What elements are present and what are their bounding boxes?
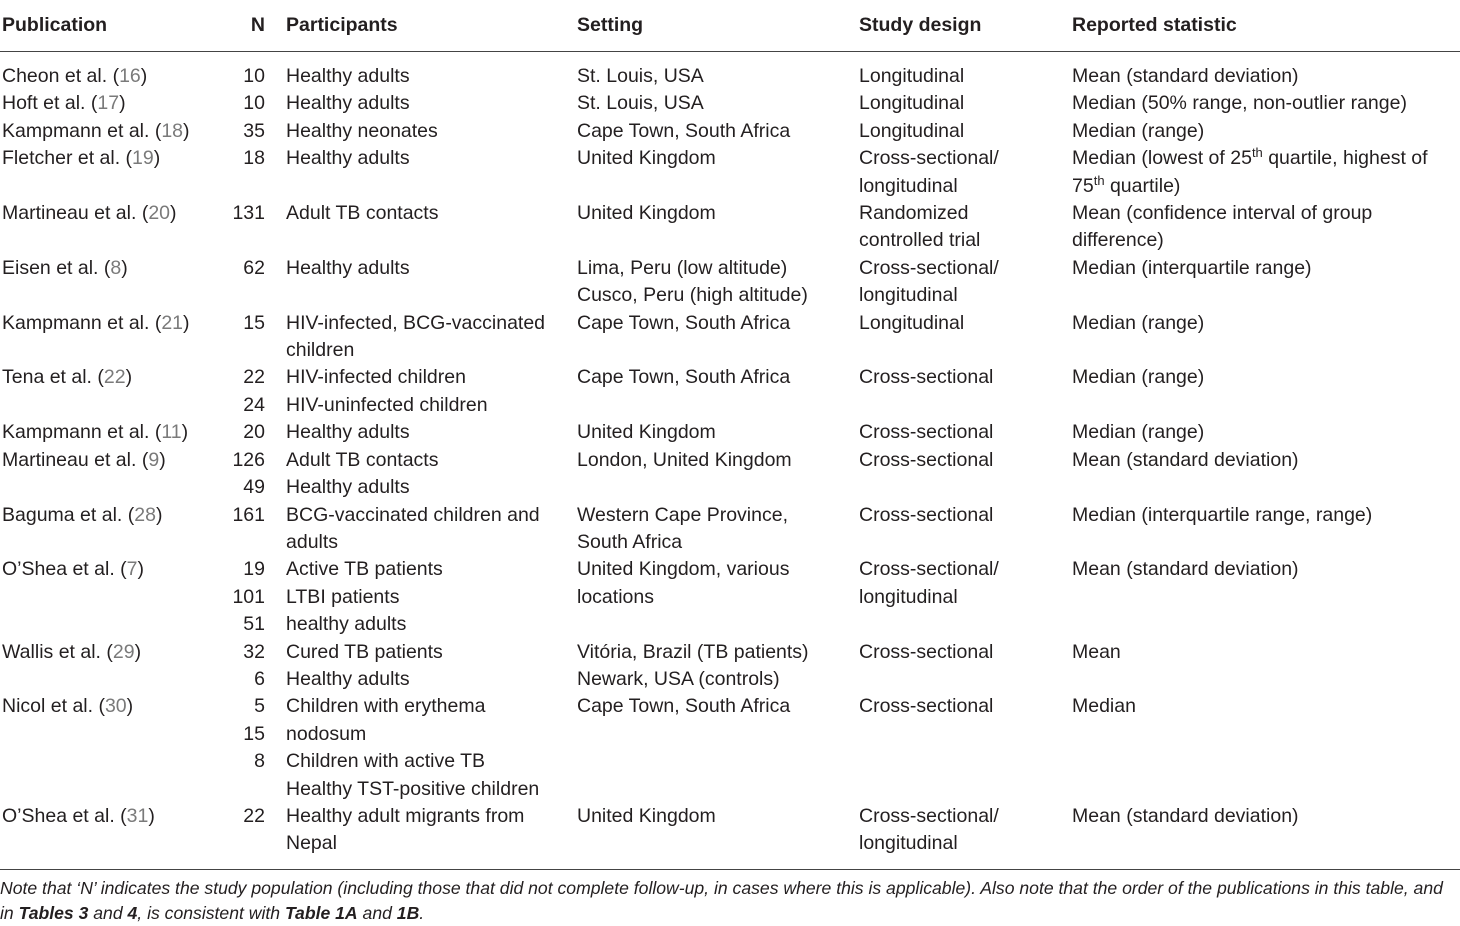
reference-number: 31 <box>126 804 149 827</box>
cell-participants <box>274 639 565 694</box>
participants-line: Adult TB contacts <box>286 202 439 225</box>
participants-line: Healthy adults <box>286 421 410 444</box>
study-design-line: longitudinal <box>859 832 958 855</box>
publication-close: ) <box>125 366 133 389</box>
study-design-line: longitudinal <box>859 174 958 197</box>
cell-publication <box>0 639 230 694</box>
reference-number: 28 <box>134 503 156 526</box>
cell-reported-statistic <box>1060 118 1460 145</box>
reference-number: 8 <box>110 256 122 279</box>
cell-study-design <box>847 310 1060 365</box>
study-design-line: longitudinal <box>859 585 958 608</box>
publication-citation <box>2 145 230 172</box>
cell-reported-statistic <box>1060 90 1460 117</box>
publication-author: Wallis et al. ( <box>2 640 113 663</box>
publication-citation <box>2 556 230 583</box>
cell-setting <box>565 200 847 255</box>
table-row <box>0 90 1460 117</box>
participants-line: Healthy adults <box>286 476 410 499</box>
cell-n <box>230 118 274 145</box>
setting-line: Lima, Peru (low altitude) <box>577 256 788 279</box>
cell-reported-statistic <box>1060 639 1460 694</box>
cell-study-design <box>847 419 1060 446</box>
participants-line: Adult TB contacts <box>286 448 439 471</box>
participants-line: HIV-uninfected children <box>286 393 488 416</box>
cell-participants <box>274 145 565 200</box>
study-population-count: 18 <box>243 147 265 170</box>
statistic-text: quartile, highest of <box>1262 147 1428 170</box>
statistic-text: quartile) <box>1104 174 1181 197</box>
reported-statistic-line: Median (interquartile range, range) <box>1072 503 1373 526</box>
cell-participants <box>274 52 565 91</box>
study-population-count: 126 <box>232 448 265 471</box>
study-population-count: 62 <box>243 256 265 279</box>
cell-participants <box>274 255 565 310</box>
cell-setting <box>565 90 847 117</box>
participants-line: nodosum <box>286 722 367 745</box>
study-design-line: Cross-sectional/ <box>859 558 999 581</box>
reference-number: 16 <box>119 65 141 87</box>
study-design-line: Cross-sectional <box>859 695 994 718</box>
cell-setting <box>565 502 847 557</box>
study-design-line: Cross-sectional/ <box>859 804 999 827</box>
cell-n <box>230 90 274 117</box>
publication-close: ) <box>181 421 189 444</box>
reference-number: 22 <box>103 366 126 389</box>
publication-close: ) <box>159 448 166 471</box>
study-population-count: 19 <box>243 558 265 581</box>
cell-reported-statistic <box>1060 364 1460 419</box>
setting-line: United Kingdom <box>577 202 716 225</box>
statistic-superscript: th <box>1093 172 1105 188</box>
cell-reported-statistic <box>1060 200 1460 255</box>
table-row <box>0 502 1460 557</box>
cell-setting <box>565 447 847 502</box>
publication-close: ) <box>126 695 134 718</box>
publication-citation <box>2 447 230 474</box>
study-design-line: Cross-sectional/ <box>859 147 999 170</box>
publication-author: Fletcher et al. ( <box>2 147 133 170</box>
publication-citation <box>2 255 230 282</box>
cell-participants <box>274 90 565 117</box>
publication-author: Eisen et al. ( <box>2 256 111 279</box>
participants-line: Healthy adults <box>286 92 410 115</box>
cell-reported-statistic <box>1060 803 1460 867</box>
study-population-count: 10 <box>243 92 265 115</box>
reported-statistic-line: Median (interquartile range) <box>1072 256 1312 279</box>
study-population-count: 49 <box>243 476 265 499</box>
setting-line: St. Louis, USA <box>577 65 704 87</box>
cell-study-design <box>847 639 1060 694</box>
study-design-line: Longitudinal <box>859 311 965 334</box>
participants-line: HIV-infected, BCG-vaccinated <box>286 311 546 334</box>
study-population-count: 161 <box>232 503 265 526</box>
participants-line: adults <box>286 530 339 553</box>
participants-line: Healthy adults <box>286 667 410 690</box>
publication-citation <box>2 118 230 145</box>
cell-publication <box>0 502 230 557</box>
cell-n <box>230 502 274 557</box>
cell-participants <box>274 364 565 419</box>
reported-statistic-line: Mean (standard deviation) <box>1072 65 1299 87</box>
participants-line: Healthy adult migrants from <box>286 804 525 827</box>
table-row <box>0 118 1460 145</box>
cell-n <box>230 255 274 310</box>
study-population-count: 32 <box>243 640 265 663</box>
publication-author: Kampmann et al. ( <box>2 421 162 444</box>
footer-rule <box>0 869 1460 870</box>
reported-statistic-line: Mean (standard deviation) <box>1072 804 1299 827</box>
cell-reported-statistic <box>1060 447 1460 502</box>
cell-study-design <box>847 556 1060 638</box>
cell-publication <box>0 447 230 502</box>
study-population-count: 24 <box>243 393 265 416</box>
reported-statistic-line: Median (range) <box>1072 366 1205 389</box>
cell-publication <box>0 310 230 365</box>
footnote-text: Note that ‘N’ indicates the study population (including those that did not complete follow-up, in cases where this is applicable). Also note that the order of the publications in this table, and <box>0 878 1443 898</box>
publication-close: ) <box>155 503 163 526</box>
study-population-count: 22 <box>243 366 265 389</box>
cell-n <box>230 145 274 200</box>
header-reported-statistic: Reported statistic <box>1060 0 1460 52</box>
table-header-row <box>0 0 1460 52</box>
cell-n <box>230 310 274 365</box>
publication-citation <box>2 200 230 227</box>
reference-number: 30 <box>104 695 127 718</box>
cell-publication <box>0 255 230 310</box>
setting-line: London, United Kingdom <box>577 448 792 471</box>
cell-n <box>230 556 274 638</box>
cell-reported-statistic <box>1060 52 1460 91</box>
table-reference: 1B <box>396 903 420 923</box>
publication-author: Hoft et al. ( <box>2 92 98 115</box>
cell-study-design <box>847 90 1060 117</box>
table-row <box>0 145 1460 200</box>
header-setting: Setting <box>565 0 847 52</box>
participants-line: BCG-vaccinated children and <box>286 503 540 526</box>
cell-reported-statistic <box>1060 419 1460 446</box>
publication-citation <box>2 364 230 391</box>
cell-publication <box>0 90 230 117</box>
statistic-superscript: th <box>1251 145 1263 161</box>
table-reference: 4 <box>127 903 138 923</box>
study-population-count: 10 <box>243 65 265 87</box>
setting-line: Cape Town, South Africa <box>577 366 791 389</box>
study-design-line: controlled trial <box>859 229 981 252</box>
setting-line: St. Louis, USA <box>577 92 704 115</box>
reference-number: 11 <box>161 421 182 444</box>
study-population-count: 131 <box>232 202 265 225</box>
cell-setting <box>565 52 847 91</box>
publication-close: ) <box>140 65 148 87</box>
cell-study-design <box>847 118 1060 145</box>
reported-statistic-line: Median (range) <box>1072 311 1205 334</box>
cell-publication <box>0 693 230 803</box>
cell-setting <box>565 803 847 867</box>
cell-reported-statistic <box>1060 255 1460 310</box>
cell-study-design <box>847 693 1060 803</box>
cell-study-design <box>847 502 1060 557</box>
study-population-count: 101 <box>232 585 265 608</box>
study-design-line: Cross-sectional <box>859 503 994 526</box>
setting-line: United Kingdom <box>577 421 716 444</box>
cell-participants <box>274 502 565 557</box>
reference-number: 20 <box>148 202 171 225</box>
table-row <box>0 639 1460 694</box>
table-footnote <box>0 876 1460 926</box>
cell-n <box>230 693 274 803</box>
publication-author: O’Shea et al. ( <box>2 558 127 581</box>
reference-number: 17 <box>97 92 120 115</box>
header-participants: Participants <box>274 0 565 52</box>
publication-close: ) <box>119 92 126 115</box>
cell-reported-statistic <box>1060 502 1460 557</box>
study-population-count: 8 <box>254 750 265 773</box>
cell-participants <box>274 693 565 803</box>
reference-number: 21 <box>161 311 184 334</box>
table-row <box>0 556 1460 638</box>
reported-statistic-line: difference) <box>1072 229 1164 252</box>
table-row <box>0 364 1460 419</box>
reported-statistic-line: Median <box>1072 695 1136 718</box>
participants-line: Nepal <box>286 832 337 855</box>
setting-line: Vitória, Brazil (TB patients) <box>577 640 809 663</box>
study-design-line: Longitudinal <box>859 119 965 142</box>
statistic-text: 75 <box>1072 174 1094 197</box>
publication-author: Nicol et al. ( <box>2 695 105 718</box>
table-reference: Table 1A <box>284 903 358 923</box>
publication-author: Martineau et al. ( <box>2 448 149 471</box>
study-design-line: Cross-sectional <box>859 640 994 663</box>
cell-participants <box>274 200 565 255</box>
table-row <box>0 447 1460 502</box>
cell-publication <box>0 803 230 867</box>
study-design-line: Cross-sectional <box>859 366 994 389</box>
participants-line: children <box>286 339 355 362</box>
study-population-count: 20 <box>243 421 265 444</box>
cell-reported-statistic <box>1060 556 1460 638</box>
publication-close: ) <box>148 804 155 827</box>
reported-statistic-line: Median (range) <box>1072 421 1205 444</box>
publication-close: ) <box>183 119 190 142</box>
table-body <box>0 52 1460 867</box>
cell-setting <box>565 693 847 803</box>
study-population-count: 15 <box>243 722 265 745</box>
study-population-count: 51 <box>243 613 265 636</box>
publication-author: Kampmann et al. ( <box>2 119 162 142</box>
study-design-line: Longitudinal <box>859 65 965 87</box>
publication-close: ) <box>170 202 177 225</box>
cell-participants <box>274 419 565 446</box>
reported-statistic-line <box>1072 173 1460 200</box>
table-row <box>0 419 1460 446</box>
participants-line: Healthy adults <box>286 65 410 87</box>
publication-author: Martineau et al. ( <box>2 202 149 225</box>
publication-close: ) <box>153 147 161 170</box>
reference-number: 9 <box>148 448 160 471</box>
participants-line: Healthy adults <box>286 256 410 279</box>
study-design-line: Cross-sectional <box>859 421 994 444</box>
cell-publication <box>0 364 230 419</box>
cell-reported-statistic <box>1060 693 1460 803</box>
participants-line: Active TB patients <box>286 558 443 581</box>
study-population-count: 22 <box>243 804 265 827</box>
participants-line: Healthy adults <box>286 147 410 170</box>
participants-line: Healthy TST-positive children <box>286 777 540 800</box>
publication-close: ) <box>134 640 142 663</box>
publication-citation <box>2 90 230 117</box>
reference-number: 18 <box>161 119 184 142</box>
statistic-text: Median (lowest of 25 <box>1072 147 1252 170</box>
publication-author: Baguma et al. ( <box>2 503 135 526</box>
footnote-text: and <box>88 903 128 923</box>
study-design-line: Longitudinal <box>859 92 965 115</box>
study-population-count: 5 <box>254 695 265 718</box>
cell-setting <box>565 118 847 145</box>
study-population-count: 35 <box>243 119 265 142</box>
setting-line: Newark, USA (controls) <box>577 667 780 690</box>
footnote-text: , is consistent with <box>137 903 285 923</box>
cell-participants <box>274 447 565 502</box>
reference-number: 7 <box>126 558 138 581</box>
table-row <box>0 803 1460 867</box>
publication-close: ) <box>137 558 145 581</box>
table-row <box>0 200 1460 255</box>
cell-participants <box>274 556 565 638</box>
table-row <box>0 310 1460 365</box>
table-row <box>0 693 1460 803</box>
cell-n <box>230 803 274 867</box>
cell-study-design <box>847 447 1060 502</box>
table-reference: Tables 3 <box>18 903 89 923</box>
reported-statistic-line: Mean (standard deviation) <box>1072 558 1299 581</box>
cell-study-design <box>847 364 1060 419</box>
cell-publication <box>0 145 230 200</box>
publication-close: ) <box>183 311 190 334</box>
cell-study-design <box>847 255 1060 310</box>
header-study-design: Study design <box>847 0 1060 52</box>
setting-line: United Kingdom <box>577 147 716 170</box>
cell-n <box>230 419 274 446</box>
study-design-line: Cross-sectional/ <box>859 256 999 279</box>
publication-citation <box>2 63 230 90</box>
cell-n <box>230 52 274 91</box>
publication-citation <box>2 310 230 337</box>
setting-line: Cape Town, South Africa <box>577 311 791 334</box>
study-design-line: Cross-sectional <box>859 448 994 471</box>
publication-author: O’Shea et al. ( <box>2 804 127 827</box>
participants-line: Cured TB patients <box>286 640 443 663</box>
publication-citation <box>2 803 230 830</box>
footnote-text: . <box>419 903 425 923</box>
header-publication: Publication <box>0 0 230 52</box>
footnote-text: in <box>0 903 19 923</box>
cell-publication <box>0 200 230 255</box>
cell-setting <box>565 639 847 694</box>
participants-line: HIV-infected children <box>286 366 466 389</box>
participants-line: Children with active TB <box>286 750 486 773</box>
reference-number: 19 <box>132 147 154 170</box>
cell-n <box>230 447 274 502</box>
cell-study-design <box>847 52 1060 91</box>
cell-setting <box>565 364 847 419</box>
publication-citation <box>2 693 230 720</box>
reported-statistic-line <box>1072 145 1460 172</box>
reported-statistic-line: Median (range) <box>1072 119 1205 142</box>
reported-statistic-line: Mean <box>1072 640 1121 663</box>
cell-study-design <box>847 200 1060 255</box>
table-row <box>0 255 1460 310</box>
cell-publication <box>0 118 230 145</box>
setting-line: Cape Town, South Africa <box>577 695 791 718</box>
study-design-line: longitudinal <box>859 284 958 307</box>
publication-author: Cheon et al. ( <box>2 65 120 87</box>
cell-setting <box>565 556 847 638</box>
reported-statistic-line: Mean (standard deviation) <box>1072 448 1299 471</box>
reported-statistic-line: Median (50% range, non-outlier range) <box>1072 92 1407 115</box>
study-population-count: 6 <box>254 667 265 690</box>
participants-line: LTBI patients <box>286 585 400 608</box>
cell-publication <box>0 556 230 638</box>
cell-publication <box>0 419 230 446</box>
cell-participants <box>274 803 565 867</box>
participants-line: Healthy neonates <box>286 119 438 142</box>
setting-line: Western Cape Province, <box>577 503 788 526</box>
cell-setting <box>565 145 847 200</box>
cell-setting <box>565 255 847 310</box>
reported-statistic-line: Mean (confidence interval of group <box>1072 202 1373 225</box>
cell-reported-statistic <box>1060 310 1460 365</box>
cell-reported-statistic <box>1060 145 1460 200</box>
cell-study-design <box>847 145 1060 200</box>
study-design-line: Randomized <box>859 202 969 225</box>
study-population-count: 15 <box>243 311 265 334</box>
cell-n <box>230 200 274 255</box>
cell-n <box>230 364 274 419</box>
cell-setting <box>565 419 847 446</box>
cell-participants <box>274 310 565 365</box>
setting-line: Cape Town, South Africa <box>577 119 791 142</box>
cell-study-design <box>847 803 1060 867</box>
publication-close: ) <box>121 256 128 279</box>
publication-author: Kampmann et al. ( <box>2 311 162 334</box>
setting-line: locations <box>577 585 654 608</box>
reference-number: 29 <box>112 640 135 663</box>
participants-line: Children with erythema <box>286 695 486 718</box>
cell-setting <box>565 310 847 365</box>
participants-line: healthy adults <box>286 613 407 636</box>
footnote-text: and <box>357 903 397 923</box>
table-row <box>0 52 1460 91</box>
cell-publication <box>0 52 230 91</box>
publication-citation <box>2 419 230 446</box>
publication-author: Tena et al. ( <box>2 366 104 389</box>
setting-line: Cusco, Peru (high altitude) <box>577 284 808 307</box>
header-n: N <box>230 0 274 52</box>
publication-citation <box>2 502 230 529</box>
cell-participants <box>274 118 565 145</box>
setting-line: South Africa <box>577 530 683 553</box>
setting-line: United Kingdom <box>577 804 716 827</box>
publication-citation <box>2 639 230 666</box>
cell-n <box>230 639 274 694</box>
setting-line: United Kingdom, various <box>577 558 790 581</box>
